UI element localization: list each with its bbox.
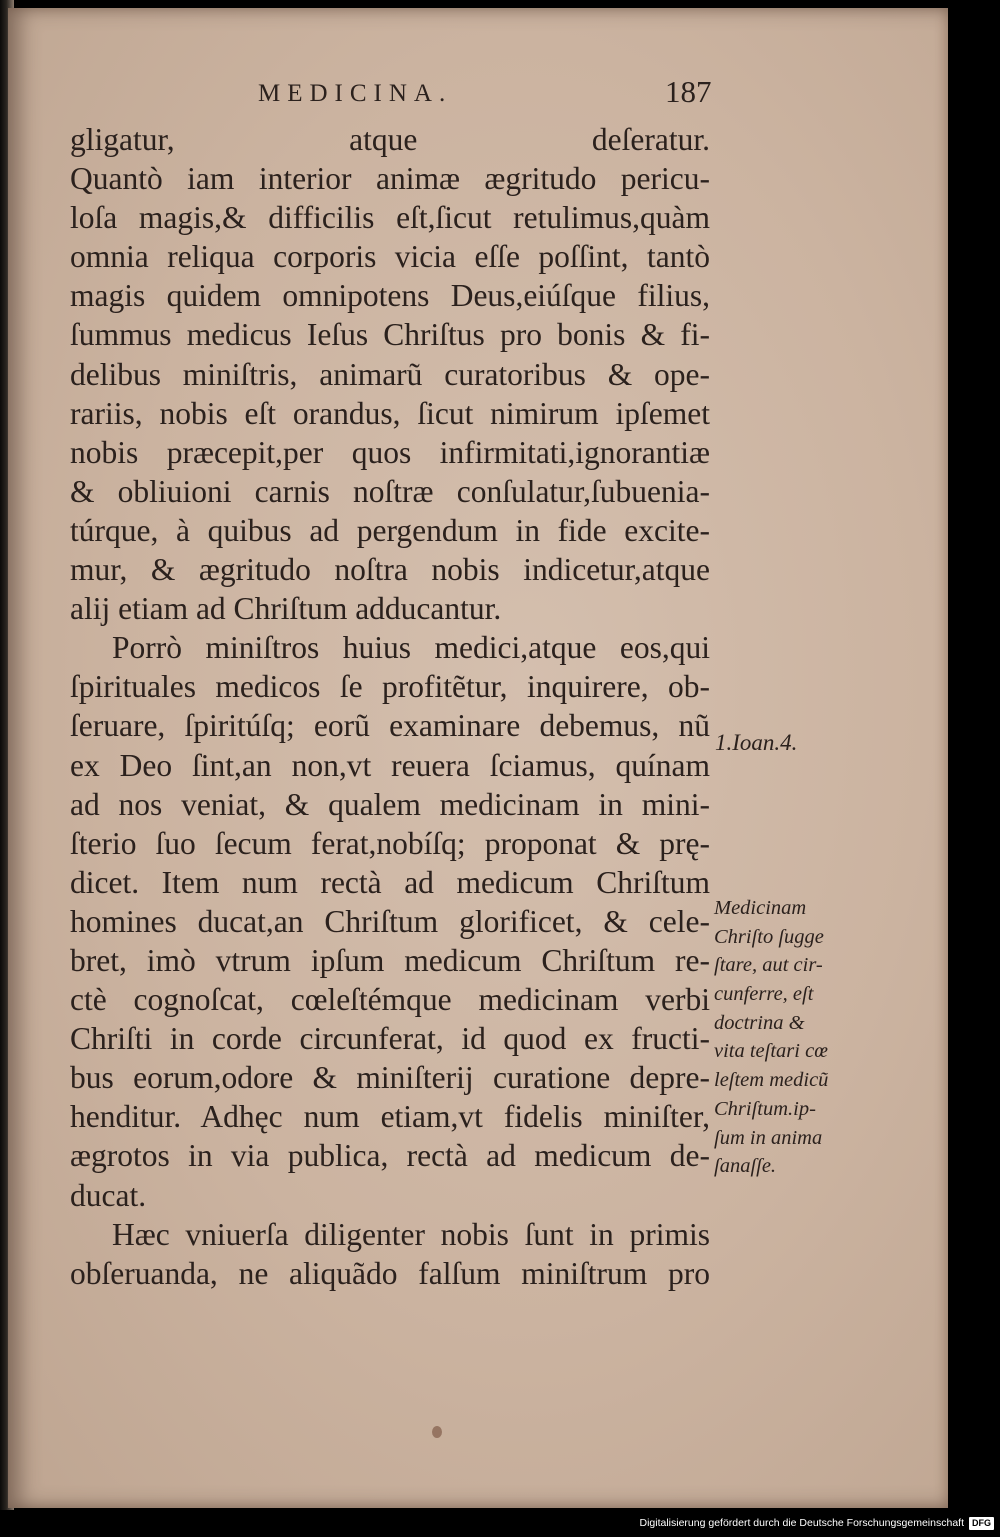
margin-note-line: vita teſtari cœ <box>714 1040 828 1063</box>
text-line: mur, & ægritudo noſtra nobis indicetur,atque <box>70 552 710 588</box>
margin-note-line: doctrina & <box>714 1011 805 1034</box>
text-line: gligatur, atque deſeratur. <box>70 122 710 157</box>
text-line: nobis præcepit,per quos infirmitati,ignorantiæ <box>70 434 710 470</box>
margin-note-line: Chriſtum.ip- <box>714 1097 816 1120</box>
ink-stain <box>432 1426 442 1438</box>
text-line: ctè cognoſcat, cœleſtémque medicinam verbi <box>70 982 710 1018</box>
text-line: dicet. Item num rectà ad medicum Chriſtum <box>70 864 710 900</box>
text-line: Hæc vniuerſa diligenter nobis ſunt in primis <box>112 1216 710 1252</box>
funding-text: Digitalisierung gefördert durch die Deutsche Forschungsgemeinschaft <box>639 1517 964 1529</box>
text-line: ex Deo ſint,an non,vt reuera ſciamus, quínam <box>70 747 710 783</box>
text-line: delibus miniſtris, animarũ curatoribus & ope- <box>70 356 710 392</box>
page-number: 187 <box>665 74 712 109</box>
margin-note-line: ſum in anima <box>714 1126 823 1149</box>
text-line: alij etiam ad Chriſtum adducantur. <box>70 591 502 627</box>
book-page <box>8 8 948 1508</box>
dfg-logo: DFG <box>969 1517 994 1530</box>
text-line: homines ducat,an Chriſtum glorificet, & cele- <box>70 903 710 939</box>
text-line: henditur. Adhęc num etiam,vt fidelis miniſter, <box>70 1099 710 1135</box>
margin-note-line: ſanaſſe. <box>714 1155 777 1178</box>
text-line: ſterio ſuo ſecum ferat,nobíſq; proponat & prę- <box>70 825 710 861</box>
margin-note-line: Chriſto ſugge <box>714 925 824 948</box>
text-line: ægrotos in via publica, rectà ad medicum de- <box>70 1138 710 1174</box>
text-line: omnia reliqua corporis vicia eſſe poſſint, tantò <box>70 239 710 275</box>
text-line: ſpirituales medicos ſe profitẽtur, inquirere, ob- <box>70 669 710 705</box>
text-line: magis quidem omnipotens Deus,eiúſque filius, <box>70 278 710 314</box>
margin-note-line: Medicinam <box>714 897 807 919</box>
body-text-block <box>70 120 710 1293</box>
text-line: Quantò iam interior animæ ægritudo pericu- <box>70 161 710 197</box>
text-line: ſummus medicus Ieſus Chriſtus pro bonis & fi- <box>70 317 710 353</box>
margin-note-line: cunferre, eſt <box>714 983 814 1006</box>
text-line: bret, imò vtrum ipſum medicum Chriſtum re- <box>70 942 710 978</box>
text-line: & obliuioni carnis noſtræ conſulatur,ſubuenia- <box>70 473 710 509</box>
text-line: ad nos veniat, & qualem medicinam in mini- <box>70 786 710 822</box>
text-line: ſeruare, ſpiritúſq; eorũ examinare debemus, nũ <box>70 708 710 744</box>
text-line: obſeruanda, ne aliquãdo falſum miniſtrum pro <box>70 1255 710 1291</box>
text-line: Chriſti in corde circunferat, id quod ex fructi- <box>70 1021 710 1057</box>
text-line: rariis, nobis eſt orandus, ſicut nimirum ipſemet <box>70 395 710 431</box>
margin-reference: 1.Ioan.4. <box>715 730 798 755</box>
text-line: loſa magis,& difficilis eſt,ſicut retulimus,quàm <box>70 200 710 236</box>
text-line: ducat. <box>70 1177 147 1213</box>
margin-note <box>714 894 864 1181</box>
funding-footer <box>639 1515 994 1531</box>
margin-note-line: leſtem medicũ <box>714 1069 829 1092</box>
text-line: Porrò miniſtros huius medici,atque eos,qui <box>112 630 710 666</box>
text-line: túrque, à quibus ad pergendum in fide excite- <box>70 512 710 548</box>
margin-note-line: ſtare, aut cir- <box>714 954 823 977</box>
running-head: MEDICINA. <box>258 80 453 107</box>
text-line: bus eorum,odore & miniſterij curatione depre- <box>70 1060 710 1096</box>
